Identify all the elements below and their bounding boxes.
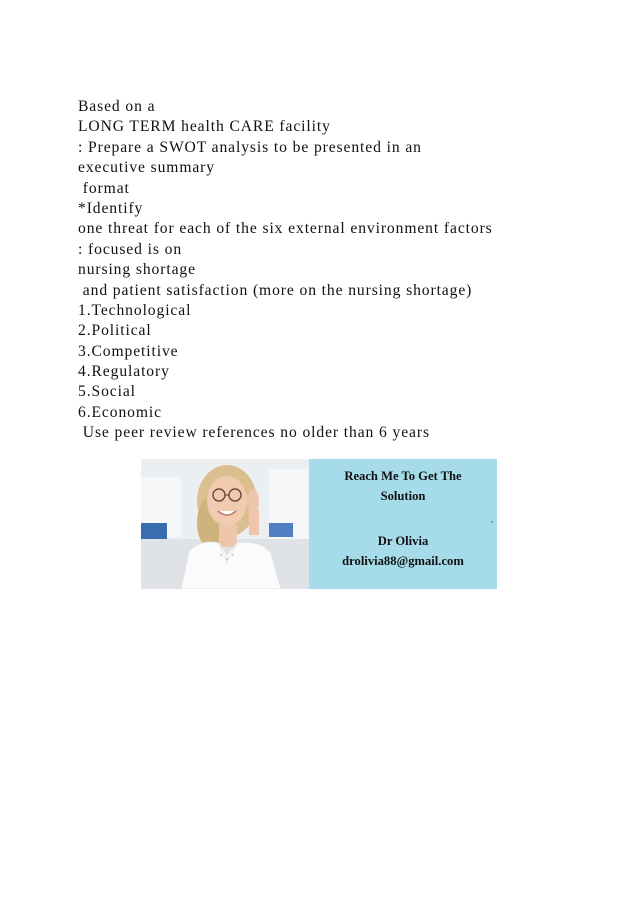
list-item-technological: 1.Technological [78,301,192,319]
text-line: nursing shortage [78,261,196,279]
text-line: Based on a [78,98,156,115]
list-item-competitive: 3.Competitive [78,342,179,360]
text-line: Use peer review references no older than 6 years [78,424,430,442]
banner-headline-continued: Solution [380,489,426,503]
contact-email[interactable]: drolivia88@gmail.com [342,554,464,568]
text-line: format [78,179,130,197]
banner-headline: Reach Me To Get The [344,469,462,483]
text-line: one threat for each of the six external environment factors [78,220,493,238]
decorative-dot [491,521,493,523]
text-line: : focused is on [78,240,183,258]
contact-name: Dr Olivia [377,534,429,548]
text-line: and patient satisfaction (more on the nursing shortage) [78,281,473,299]
text-line: LONG TERM health CARE facility [78,118,331,136]
assignment-text [78,97,493,444]
list-item-political: 2.Political [78,322,152,340]
text-line: : Prepare a SWOT analysis to be presented in an [78,138,422,156]
contact-banner[interactable] [141,459,497,589]
contact-panel [309,459,497,589]
list-item-social: 5.Social [78,383,136,401]
text-line: executive summary [78,159,215,177]
text-line: *Identify [78,199,144,217]
list-item-regulatory: 4.Regulatory [78,363,170,381]
woman-portrait-icon [141,459,309,589]
list-item-economic: 6.Economic [78,403,162,421]
